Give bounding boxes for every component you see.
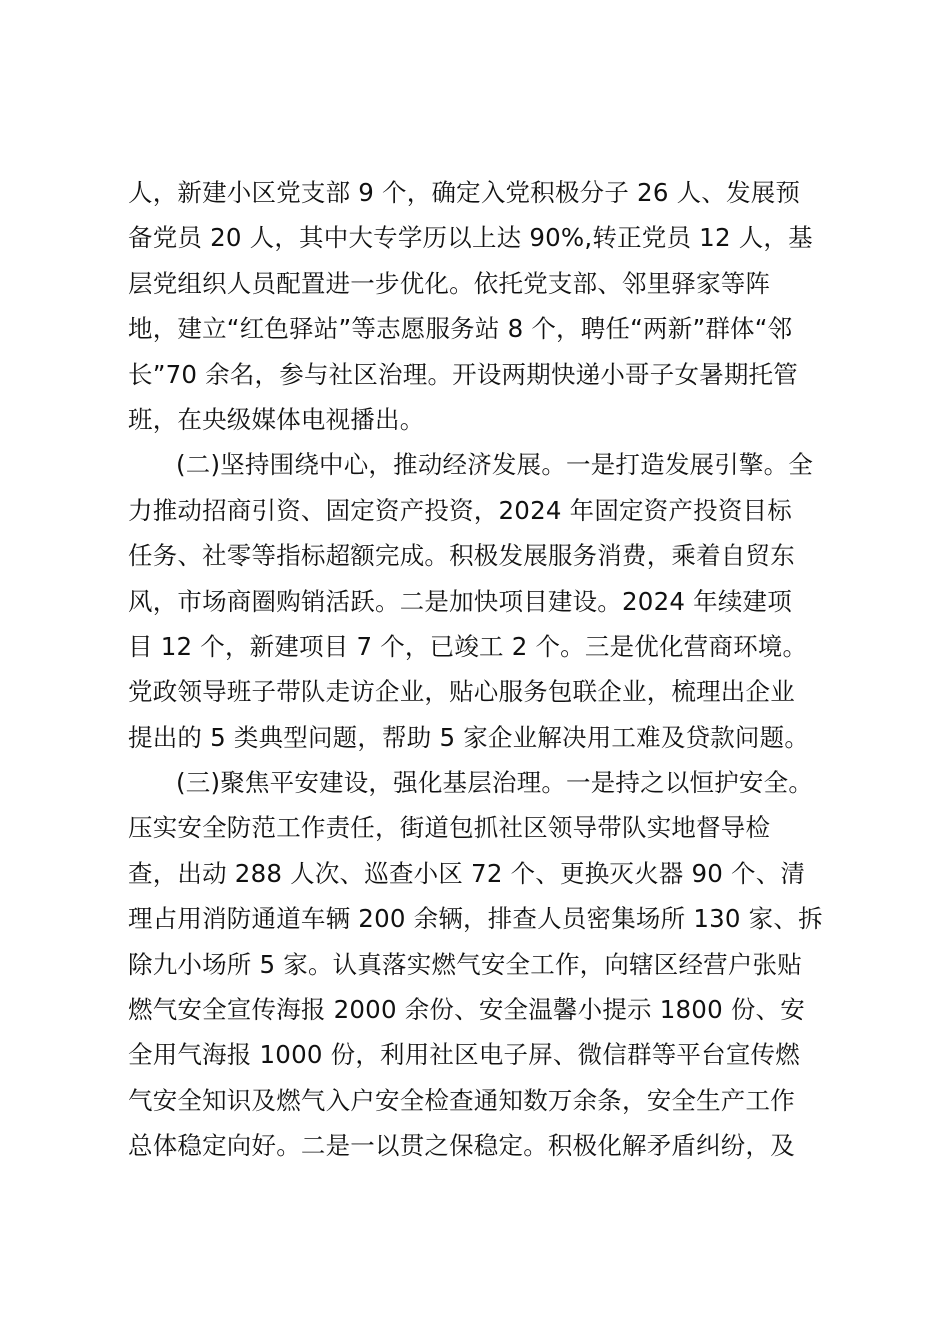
text-line: 压实安全防范工作责任，街道包抓社区领导带队实地督导检 <box>128 813 771 843</box>
text-line: 总体稳定向好。二是一以贯之保稳定。积极化解矛盾纠纷，及 <box>128 1131 795 1161</box>
text-line: 备党员 20 人，其中大专学历以上达 90%,转正党员 12 人，基 <box>128 223 813 253</box>
text-line: 除九小场所 5 家。认真落实燃气安全工作，向辖区经营户张贴 <box>128 949 802 979</box>
text-line: 班，在央级媒体电视播出。 <box>128 404 425 434</box>
section-heading-line: (三)聚焦平安建设，强化基层治理。一是持之以恒护安全。 <box>176 768 814 798</box>
text-line: 任务、社零等指标超额完成。积极发展服务消费，乘着自贸东 <box>128 541 795 571</box>
section-heading-line: (二)坚持围绕中心，推动经济发展。一是打造发展引擎。全 <box>176 450 814 480</box>
text-line: 全用气海报 1000 份，利用社区电子屏、微信群等平台宣传燃 <box>128 1040 800 1070</box>
text-line: 长”70 余名，参与社区治理。开设两期快递小哥子女暑期托管 <box>128 359 798 389</box>
text-line: 地，建立“红色驿站”等志愿服务站 8 个，聘任“两新”群体“邻 <box>128 314 793 344</box>
text-line: 查，出动 288 人次、巡查小区 72 个、更换灭火器 90 个、清 <box>128 858 806 888</box>
text-line: 人，新建小区党支部 9 个，确定入党积极分子 26 人、发展预 <box>128 178 801 207</box>
text-line: 目 12 个，新建项目 7 个，已竣工 2 个。三是优化营商环境。 <box>128 631 808 661</box>
text-line: 提出的 5 类典型问题，帮助 5 家企业解决用工难及贷款问题。 <box>128 722 810 752</box>
text-line: 理占用消防通道车辆 200 余辆，排查人员密集场所 130 家、拆 <box>128 904 823 934</box>
text-line: 气安全知识及燃气入户安全检查通知数万余条，安全生产工作 <box>128 1085 795 1115</box>
text-line: 力推动招商引资、固定资产投资，2024 年固定资产投资目标 <box>128 495 792 525</box>
document-body <box>128 170 836 1169</box>
text-line: 风，市场商圈购销活跃。二是加快项目建设。2024 年续建项 <box>128 586 792 616</box>
text-line: 层党组织人员配置进一步优化。依托党支部、邻里驿家等阵 <box>128 268 771 298</box>
text-line: 党政领导班子带队走访企业，贴心服务包联企业，梳理出企业 <box>128 677 795 707</box>
text-line: 燃气安全宣传海报 2000 余份、安全温馨小提示 1800 份、安 <box>128 995 805 1025</box>
